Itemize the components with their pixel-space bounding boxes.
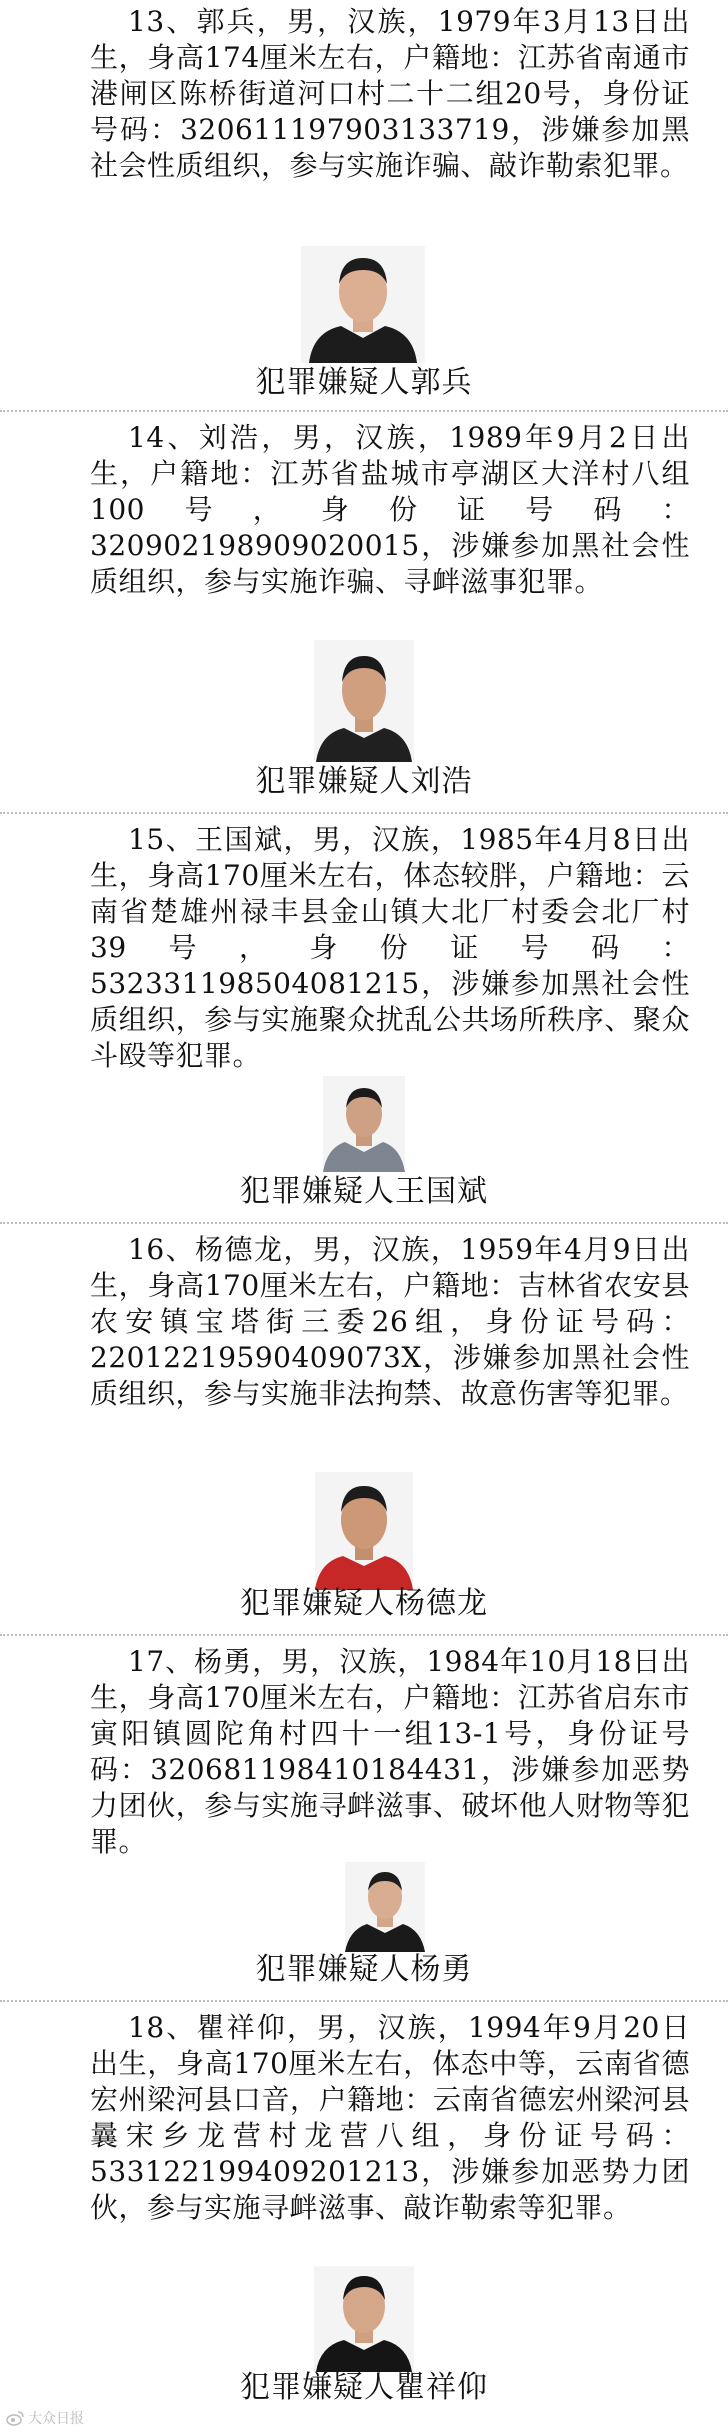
section-divider — [0, 1634, 728, 1636]
section-divider — [0, 812, 728, 814]
suspect-14-portrait — [314, 640, 414, 762]
suspect-15-portrait — [323, 1076, 405, 1172]
suspect-18-photo — [314, 2266, 414, 2372]
suspect-17-description: 17、杨勇，男，汉族，1984年10月18日出生，身高170厘米左右，户籍地：江苏省启东市寅阳镇圆陀角村四十一组13-1号，身份证号码：320681198410184431，涉嫌参加恶势力团伙，参与实施寻衅滋事、破坏他人财物等犯罪。 — [90, 1645, 690, 1858]
suspect-14-description: 14、刘浩，男，汉族，1989年9月2日出生，户籍地：江苏省盐城市亭湖区大洋村八组100号，身份证号码：320902198909020015，涉嫌参加黑社会性质组织，参与实施诈骗、寻衅滋事犯罪。 — [90, 421, 690, 598]
suspect-13-caption: 犯罪嫌疑人郭兵 — [255, 365, 473, 400]
suspect-13-portrait — [301, 246, 425, 363]
suspect-14-photo — [314, 640, 414, 762]
suspect-13-description: 13、郭兵，男，汉族，1979年3月13日出生，身高174厘米左右，户籍地：江苏省南通市港闸区陈桥街道河口村二十二组20号，身份证号码：320611197903133719，涉嫌参加黑社会性质组织，参与实施诈骗、敲诈勒索犯罪。 — [90, 5, 690, 182]
watermark-text: 大众日报 — [28, 2411, 84, 2427]
suspect-15-caption: 犯罪嫌疑人王国斌 — [240, 1174, 488, 1209]
suspect-14-caption: 犯罪嫌疑人刘浩 — [255, 764, 473, 799]
suspect-17-photo — [345, 1862, 425, 1952]
suspect-16-description: 16、杨德龙，男，汉族，1959年4月9日出生，身高170厘米左右，户籍地：吉林省农安县农安镇宝塔街三委26组，身份证号码：220122195904090​73X，涉嫌参加黑社会性质组织，参与实施非法拘禁、故意伤害等犯罪。 — [90, 1233, 690, 1410]
suspect-13-photo — [301, 246, 425, 363]
suspect-16-caption: 犯罪嫌疑人杨德龙 — [240, 1586, 488, 1621]
suspect-15-description: 15、王国斌，男，汉族，1985年4月8日出生，身高170厘米左右，体态较胖，户籍地：云南省楚雄州禄丰县金山镇大北厂村委会北厂村39号，身份证号码：532331198504081215，涉嫌参加黑社会性质组织，参与实施聚众扰乱公共场所秩序、聚众斗殴等犯罪。 — [90, 823, 690, 1072]
suspect-16-photo — [315, 1472, 413, 1590]
suspect-18-description: 18、瞿祥仰，男，汉族，1994年9月20日出生，身高170厘米左右，体态中等，云南省德宏州梁河县口音，户籍地：云南省德宏州梁河县曩宋乡龙营村龙营八组，身份证号码：533122199409201213，涉嫌参加恶势力团伙，参与实施寻衅滋事、敲诈勒索等犯罪。 — [90, 2011, 690, 2224]
source-watermark — [6, 2408, 84, 2428]
suspect-16-portrait — [315, 1472, 413, 1590]
suspect-18-portrait — [314, 2266, 414, 2372]
section-divider — [0, 1222, 728, 1224]
section-divider — [0, 2000, 728, 2002]
weibo-logo-icon — [6, 2410, 24, 2426]
suspect-15-photo — [323, 1076, 405, 1172]
suspect-18-caption: 犯罪嫌疑人瞿祥仰 — [240, 2370, 488, 2405]
suspect-17-portrait — [345, 1862, 425, 1952]
section-divider — [0, 410, 728, 412]
suspect-17-caption: 犯罪嫌疑人杨勇 — [255, 1952, 473, 1987]
